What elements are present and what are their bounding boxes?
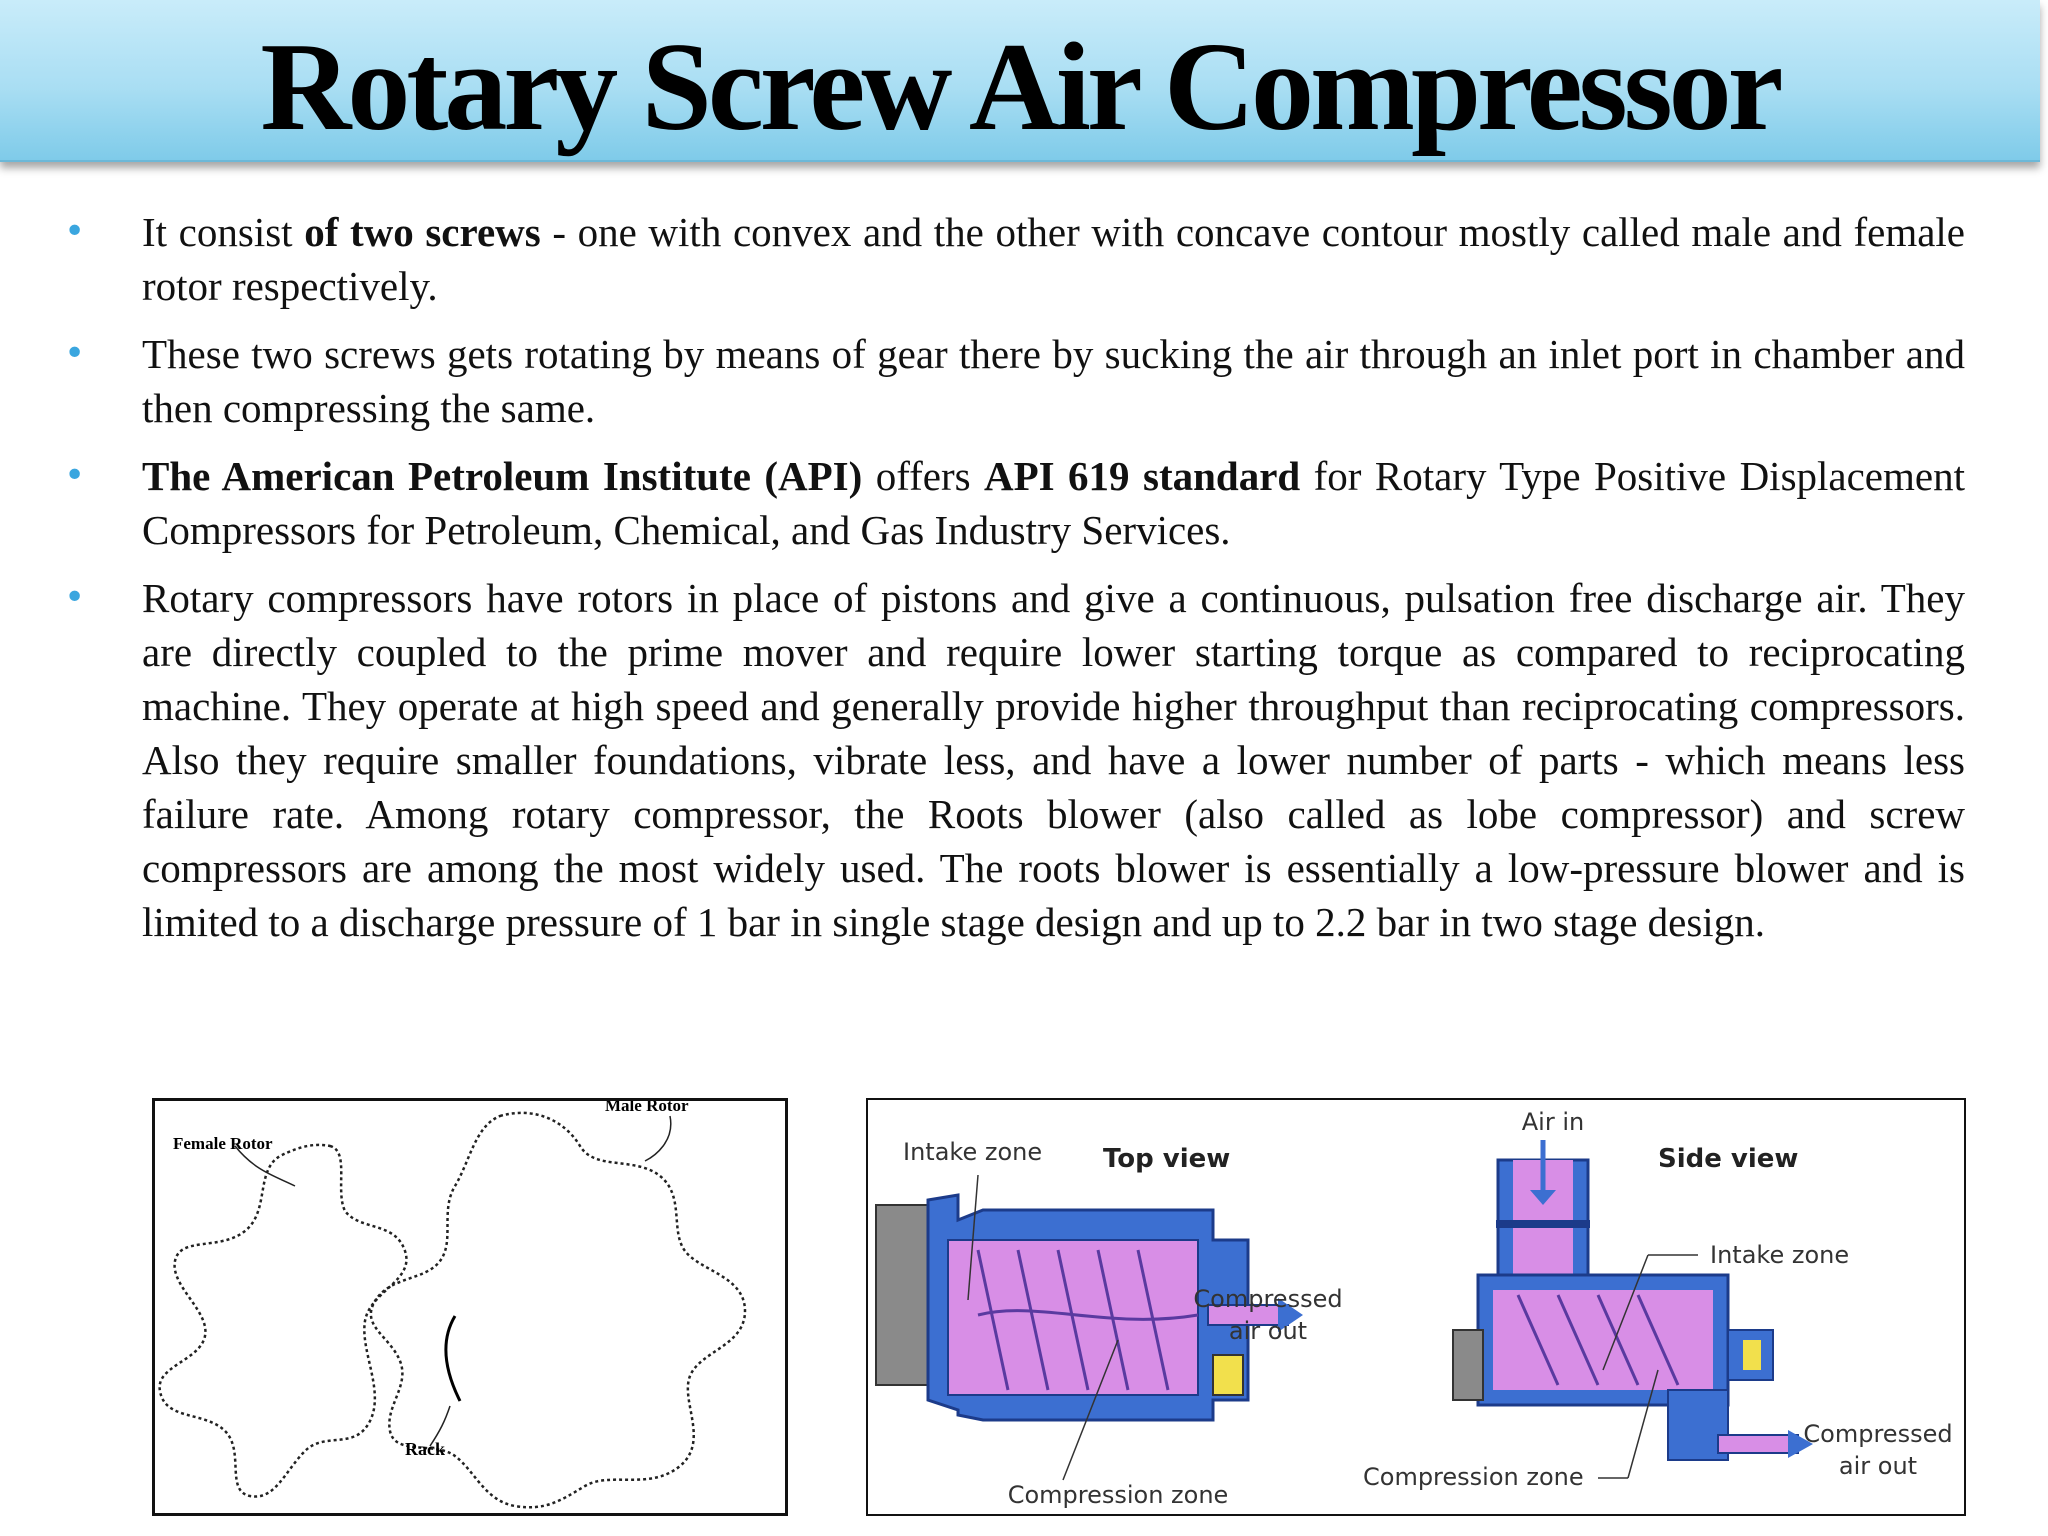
bullet-item <box>60 327 1965 435</box>
bullet-list <box>60 205 1965 963</box>
female-rotor-outline <box>160 1145 407 1497</box>
bullet-text <box>142 327 1965 435</box>
rotor-profile-drawing <box>155 1101 785 1513</box>
side-view-diagram <box>1453 1140 1813 1460</box>
air-in-label: Air in <box>1521 1108 1585 1136</box>
text-run: These two screws gets rotating by means of gear there by sucking the air through an inlet port in chamber and then compressing the same. <box>142 331 1965 431</box>
compressed-air-out-side-label: air out <box>1838 1452 1918 1480</box>
bullet-text <box>142 205 1965 313</box>
female-rotor-label: Female Rotor <box>173 1134 273 1153</box>
compressor-views-figure <box>866 1098 1966 1516</box>
bullet-item <box>60 205 1965 313</box>
bullet-text <box>142 571 1965 949</box>
compressed-air-out-label: Compressed <box>1193 1285 1343 1313</box>
text-run-bold: of two screws <box>304 209 541 255</box>
bullet-text <box>142 449 1965 557</box>
text-run: for Rotary Type Positive Displacement Compressors for Petroleum, Chemical, and Gas Industry Services. <box>142 453 1965 553</box>
side-view-label: Side view <box>1658 1144 1799 1174</box>
male-rotor-label: Male Rotor <box>605 1101 689 1115</box>
compressed-air-out-label: air out <box>1228 1317 1308 1345</box>
text-run: - one with convex and the other with concave contour mostly called male and female rotor respectively. <box>142 209 1966 309</box>
intake-zone-side-label: Intake zone <box>1710 1241 1850 1269</box>
compressed-air-out-side-label: Compressed <box>1803 1420 1953 1448</box>
compression-zone-side-label: Compression zone <box>1363 1463 1584 1491</box>
text-run-bold: The American Petroleum Institute (API) <box>142 453 863 499</box>
bullet-item <box>60 571 1965 949</box>
compressor-views-drawing <box>868 1100 1964 1514</box>
text-run: It consist <box>142 209 305 255</box>
bullet-dot-icon: • <box>64 455 86 496</box>
bullet-dot-icon: • <box>64 333 86 374</box>
rotor-profile-figure <box>152 1098 788 1516</box>
text-run: Rotary compressors have rotors in place of pistons and give a continuous, pulsation free discharge air. They are directly coupled to the prime mover and require lower starting torque as compared to reciprocating machine. They operate at high speed and generally provide higher throughput than reciprocating compressors. Also they require smaller foundations, vibrate less, and have a lower number of parts - which means less failure rate. Among rotary compressor, the Roots blower (also called as lobe compressor) and screw compressors are among the most widely used. The roots blower is essentially a low-pressure blower and is limited to a discharge pressure of 1 bar in single stage design and up to 2.2 bar in two stage design. <box>142 575 1965 945</box>
bullet-dot-icon: • <box>64 211 86 252</box>
rack-label: Rack <box>405 1439 445 1459</box>
text-run-bold: API 619 standard <box>984 453 1301 499</box>
title-bar <box>0 0 2040 162</box>
bullet-item <box>60 449 1965 557</box>
compression-zone-top-label: Compression zone <box>1007 1481 1229 1509</box>
top-view-label: Top view <box>1103 1144 1231 1174</box>
bullet-dot-icon: • <box>64 577 86 618</box>
intake-zone-top-label: Intake zone <box>903 1138 1043 1166</box>
slide-title: Rotary Screw Air Compressor <box>260 18 1780 157</box>
text-run: offers <box>862 453 985 499</box>
